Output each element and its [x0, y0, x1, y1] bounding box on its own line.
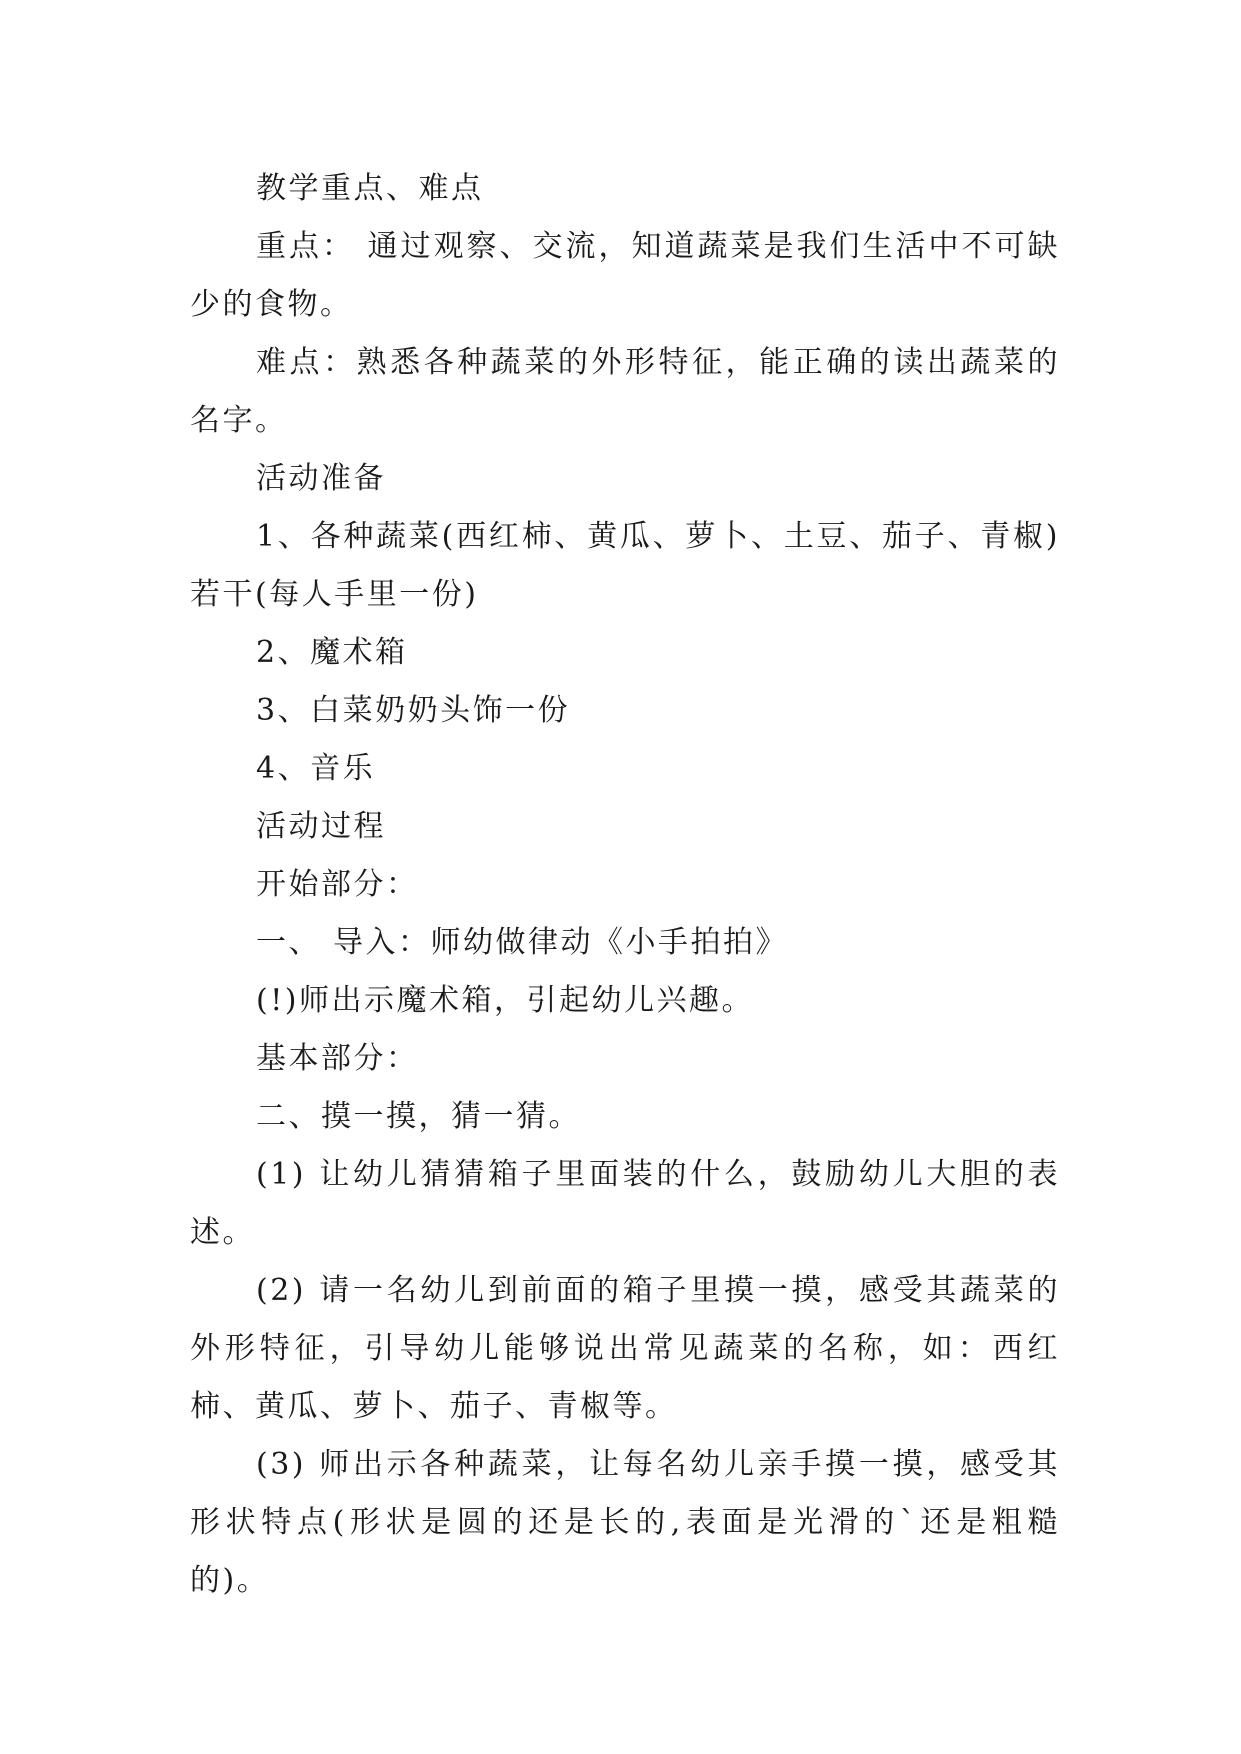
paragraph-step-1: (1) 让幼儿猜猜箱子里面装的什么，鼓励幼儿大胆的表述。 — [190, 1157, 1060, 1250]
heading-opening: 开始部分： — [256, 867, 419, 902]
paragraph-key-point: 重点： 通过观察、交流，知道蔬菜是我们生活中不可缺少的食物。 — [190, 229, 1060, 322]
list-item-headdress: 3、白菜奶奶头饰一份 — [256, 693, 571, 728]
list-item-magic-box: 2、魔术箱 — [256, 635, 408, 670]
heading-key-points: 教学重点、难点 — [256, 171, 484, 206]
paragraph-intro: 一、 导入：师幼做律动《小手拍拍》 — [256, 925, 789, 960]
document-body — [190, 160, 1060, 1610]
heading-preparation: 活动准备 — [256, 461, 386, 496]
list-item-music: 4、音乐 — [256, 751, 376, 786]
paragraph-step-3: (3) 师出示各种蔬菜，让每名幼儿亲手摸一摸，感受其形状特点(形状是圆的还是长的,表面是光滑的`还是粗糙的)。 — [190, 1447, 1060, 1598]
paragraph-difficulty: 难点：熟悉各种蔬菜的外形特征，能正确的读出蔬菜的名字。 — [190, 345, 1060, 438]
list-item-vegetables: 1、各种蔬菜(西红柿、黄瓜、萝卜、土豆、茄子、青椒)若干(每人手里一份) — [190, 519, 1060, 612]
heading-process: 活动过程 — [256, 809, 386, 844]
paragraph-step-2: (2) 请一名幼儿到前面的箱子里摸一摸，感受其蔬菜的外形特征，引导幼儿能够说出常见蔬菜的名称，如：西红柿、黄瓜、萝卜、茄子、青椒等。 — [190, 1273, 1060, 1424]
heading-basic: 基本部分： — [256, 1041, 419, 1076]
paragraph-touch-guess: 二、摸一摸，猜一猜。 — [256, 1099, 581, 1134]
paragraph-show-box: (!)师出示魔术箱，引起幼儿兴趣。 — [256, 983, 754, 1018]
